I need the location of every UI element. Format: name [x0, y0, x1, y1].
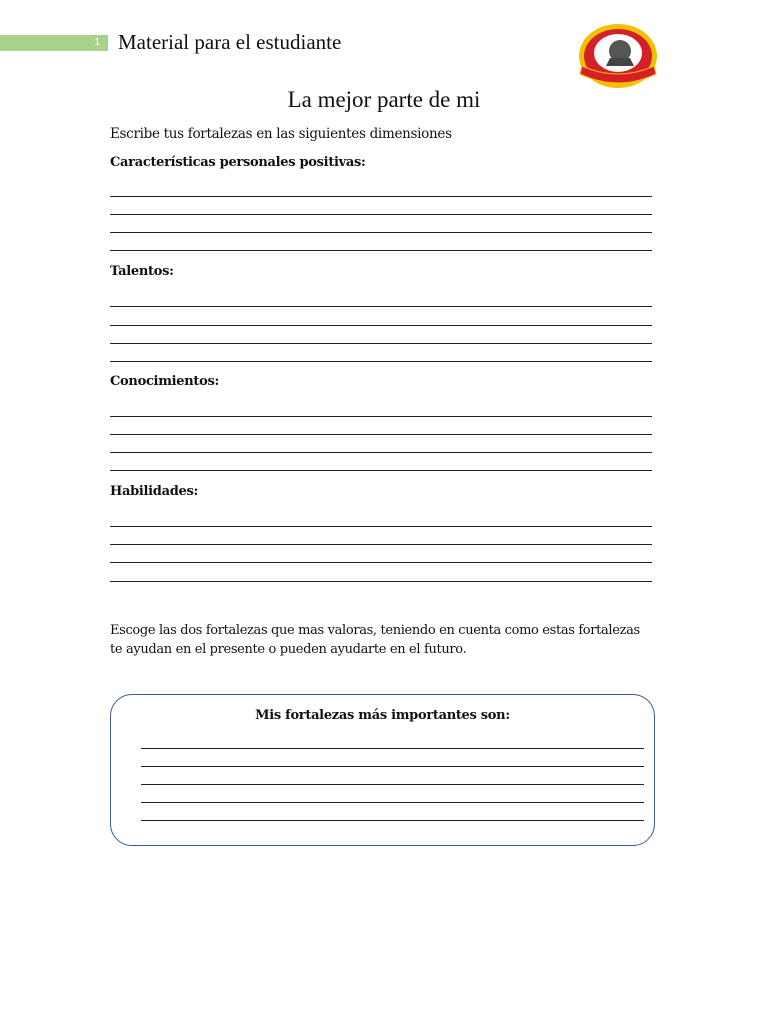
- write-line[interactable]: [110, 581, 652, 582]
- write-line[interactable]: [110, 325, 652, 326]
- section-label-habilidades: Habilidades:: [110, 484, 199, 499]
- write-line[interactable]: [110, 434, 652, 435]
- box-write-line[interactable]: [141, 766, 644, 767]
- school-logo: [576, 22, 660, 90]
- section-label-conocimientos: Conocimientos:: [110, 374, 220, 389]
- write-line[interactable]: [110, 526, 652, 527]
- write-line[interactable]: [110, 562, 652, 563]
- write-line[interactable]: [110, 232, 652, 233]
- strengths-box: [110, 694, 655, 846]
- write-line[interactable]: [110, 306, 652, 307]
- write-line[interactable]: [110, 452, 652, 453]
- page-number-badge: [0, 35, 108, 51]
- write-line[interactable]: [110, 250, 652, 251]
- write-line[interactable]: [110, 544, 652, 545]
- box-write-line[interactable]: [141, 748, 644, 749]
- instruction-paragraph: Escoge las dos fortalezas que mas valoras, teniendo en cuenta como estas fortalezas te ayudan en el presente o pueden ayudarte en el futuro.: [110, 623, 640, 657]
- write-line[interactable]: [110, 361, 652, 362]
- header-title: Material para el estudiante: [118, 30, 342, 54]
- box-write-line[interactable]: [141, 784, 644, 785]
- write-line[interactable]: [110, 416, 652, 417]
- write-line[interactable]: [110, 196, 652, 197]
- write-line[interactable]: [110, 343, 652, 344]
- write-line[interactable]: [110, 470, 652, 471]
- box-write-line[interactable]: [141, 802, 644, 803]
- document-title: La mejor parte de mi: [287, 87, 481, 112]
- instruction-text: Escribe tus fortalezas en las siguientes dimensiones: [110, 126, 452, 142]
- box-write-line[interactable]: [141, 820, 644, 821]
- box-title: Mis fortalezas más importantes son:: [255, 708, 510, 723]
- section-label-talentos: Talentos:: [110, 264, 174, 279]
- write-line[interactable]: [110, 214, 652, 215]
- section-label-caracteristicas: Características personales positivas:: [110, 155, 366, 170]
- page-number: 1: [94, 37, 100, 48]
